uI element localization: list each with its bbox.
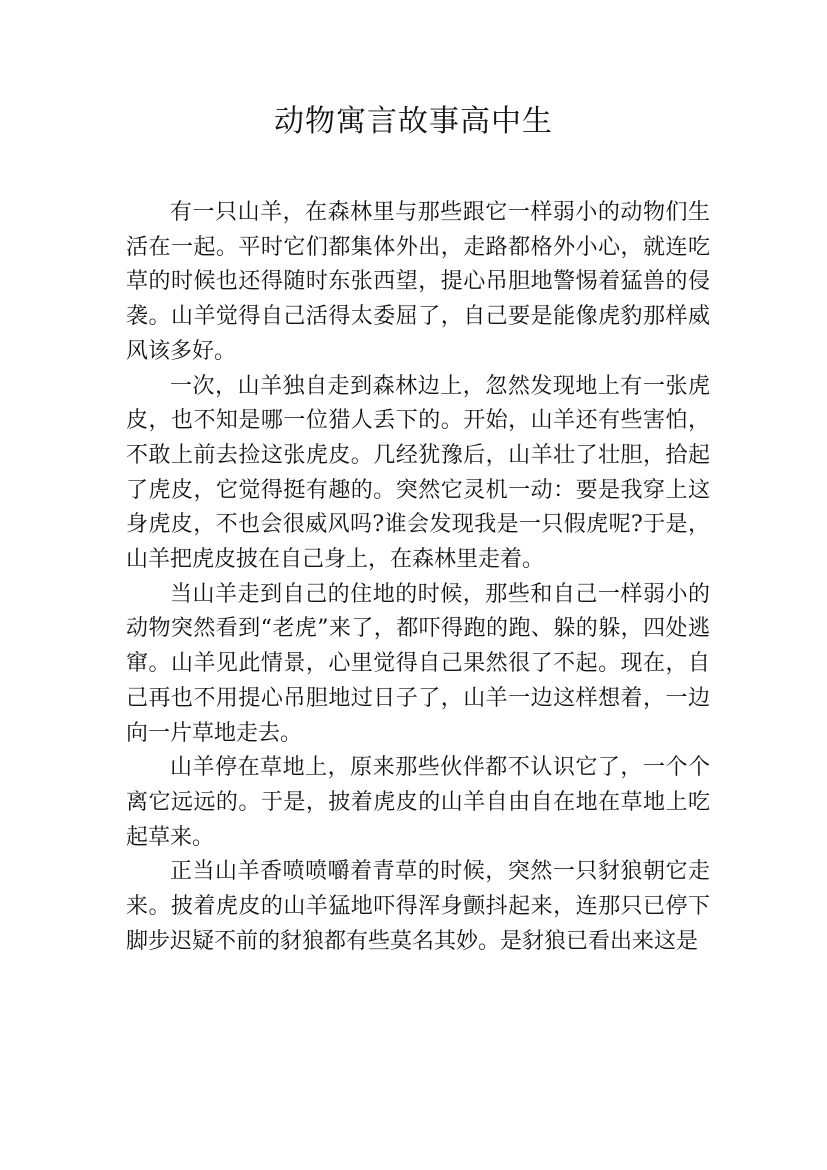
- paragraph: 一次，山羊独自走到森林边上，忽然发现地上有一张虎皮，也不知是哪一位猎人丢下的。开始，山羊还有些害怕，不敢上前去捡这张虎皮。几经犹豫后，山羊壮了壮胆，拾起了虎皮，它觉得挺有趣的。突然它灵机一动：要是我穿上这身虎皮，不也会很威风吗?谁会发现我是一只假虎呢?于是，山羊把虎皮披在自己身上，在森林里走着。: [126, 373, 710, 573]
- paragraph: 正当山羊香喷喷嚼着青草的时候，突然一只豺狼朝它走来。披着虎皮的山羊猛地吓得浑身颤抖起来，连那只已停下脚步迟疑不前的豺狼都有些莫名其妙。是豺狼已看出来这是: [126, 859, 710, 954]
- document-title: 动物寓言故事高中生: [274, 104, 553, 139]
- paragraph: 有一只山羊，在森林里与那些跟它一样弱小的动物们生活在一起。平时它们都集体外出，走路都格外小心，就连吃草的时候也还得随时东张西望，提心吊胆地警惕着猛兽的侵袭。山羊觉得自己活得太委屈了，自己要是能像虎豹那样威风该多好。: [126, 200, 710, 364]
- document-body: [126, 196, 710, 959]
- paragraph: 当山羊走到自己的住地的时候，那些和自己一样弱小的动物突然看到“老虎”来了，都吓得跑的跑、躲的躲，四处逃窜。山羊见此情景，心里觉得自己果然很了不起。现在，自己再也不用提心吊胆地过日子了，山羊一边这样想着，一边向一片草地走去。: [126, 581, 710, 746]
- paragraph: 山羊停在草地上，原来那些伙伴都不认识它了，一个个离它远远的。于是，披着虎皮的山羊自由自在地在草地上吃起草来。: [126, 755, 710, 850]
